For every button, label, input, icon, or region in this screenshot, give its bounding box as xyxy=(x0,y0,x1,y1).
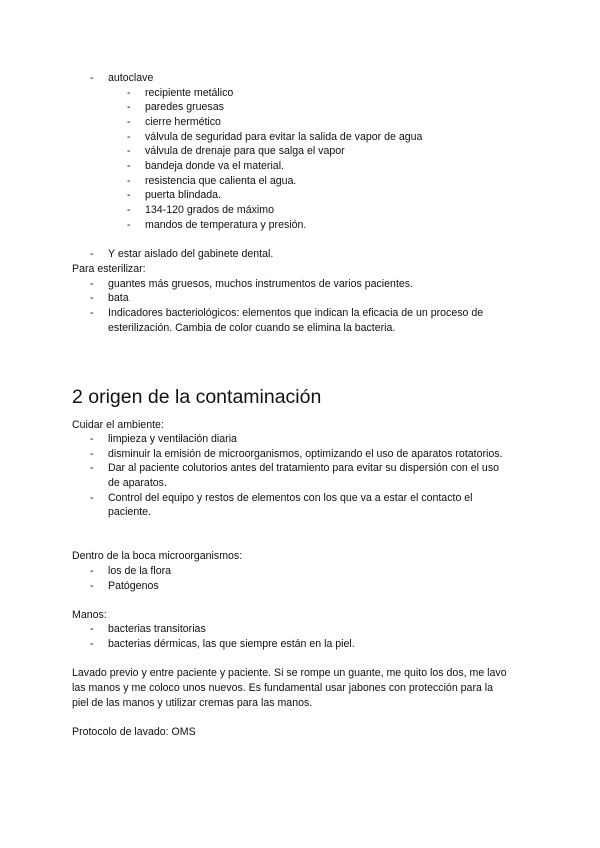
list-item: Patógenos xyxy=(108,580,159,592)
section-heading: 2 origen de la contaminación xyxy=(72,386,322,408)
list-item-continuation: paciente. xyxy=(108,506,151,518)
list-item: limpieza y ventilación diaria xyxy=(108,433,237,445)
list-dash: - xyxy=(90,72,94,84)
sublist-item: mandos de temperatura y presión. xyxy=(145,219,307,231)
paragraph-line: piel de las manos y utilizar cremas para las manos. xyxy=(72,697,313,709)
sublist-item: bandeja donde va el material. xyxy=(145,160,284,172)
list-dash: - xyxy=(127,175,131,187)
list-dash: - xyxy=(90,448,94,460)
list-dash: - xyxy=(90,623,94,635)
list-item: los de la flora xyxy=(108,565,172,577)
list-dash: - xyxy=(127,160,131,172)
sublist-item: 134-120 grados de máximo xyxy=(145,204,274,216)
list-item-continuation: de aparatos. xyxy=(108,477,167,489)
list-item: Dar al paciente colutorios antes del tratamiento para evitar su dispersión con el uso xyxy=(108,462,500,474)
sublist-item: puerta blindada. xyxy=(145,189,221,201)
list-dash: - xyxy=(90,462,94,474)
list-dash: - xyxy=(90,565,94,577)
list-item-autoclave: autoclave xyxy=(108,72,154,84)
sublist-item: cierre hermético xyxy=(145,116,221,128)
list-item: bata xyxy=(108,292,129,304)
list-dash: - xyxy=(127,101,131,113)
sublist-item: válvula de seguridad para evitar la salida de vapor de agua xyxy=(145,131,423,143)
list-dash: - xyxy=(90,307,94,319)
list-item: bacterias dérmicas, las que siempre están en la piel. xyxy=(108,638,355,650)
list-item: guantes más gruesos, muchos instrumentos de varios pacientes. xyxy=(108,278,414,290)
list-item-continuation: esterilización. Cambia de color cuando se elimina la bacteria. xyxy=(108,322,396,334)
mouth-intro: Dentro de la boca microorganismos: xyxy=(72,550,243,562)
sublist-item: recipiente metálico xyxy=(145,87,234,99)
list-dash: - xyxy=(127,116,131,128)
sublist-item: paredes gruesas xyxy=(145,101,224,113)
list-dash: - xyxy=(90,433,94,445)
paragraph-line: Lavado previo y entre paciente y paciente. Si se rompe un guante, me quito los dos, me lavo xyxy=(72,667,507,679)
hands-intro: Manos: xyxy=(72,609,107,621)
list-dash: - xyxy=(127,219,131,231)
protocol-line: Protocolo de lavado: OMS xyxy=(72,726,196,738)
list-dash: - xyxy=(90,292,94,304)
sterilize-intro: Para esterilizar: xyxy=(72,263,146,275)
list-dash: - xyxy=(127,189,131,201)
sublist-item: válvula de drenaje para que salga el vapor xyxy=(145,145,345,157)
environment-intro: Cuidar el ambiente: xyxy=(72,419,164,431)
list-dash: - xyxy=(90,492,94,504)
list-dash: - xyxy=(90,248,94,260)
list-item: disminuir la emisión de microorganismos, optimizando el uso de aparatos rotatorios. xyxy=(108,448,503,460)
list-item: bacterias transitorias xyxy=(108,623,206,635)
list-dash: - xyxy=(127,131,131,143)
list-dash: - xyxy=(90,580,94,592)
paragraph-line: las manos y me coloco unos nuevos. Es fundamental usar jabones con protección para la xyxy=(72,682,494,694)
sublist-item: resistencia que calienta el agua. xyxy=(145,175,297,187)
list-dash: - xyxy=(90,278,94,290)
list-dash: - xyxy=(127,87,131,99)
list-dash: - xyxy=(127,145,131,157)
list-item: Indicadores bacteriológicos: elementos que indican la eficacia de un proceso de xyxy=(108,307,484,319)
list-dash: - xyxy=(90,638,94,650)
list-dash: - xyxy=(127,204,131,216)
list-item: Control del equipo y restos de elementos con los que va a estar el contacto el xyxy=(108,492,473,504)
list-item-isolation: Y estar aislado del gabinete dental. xyxy=(108,248,274,260)
